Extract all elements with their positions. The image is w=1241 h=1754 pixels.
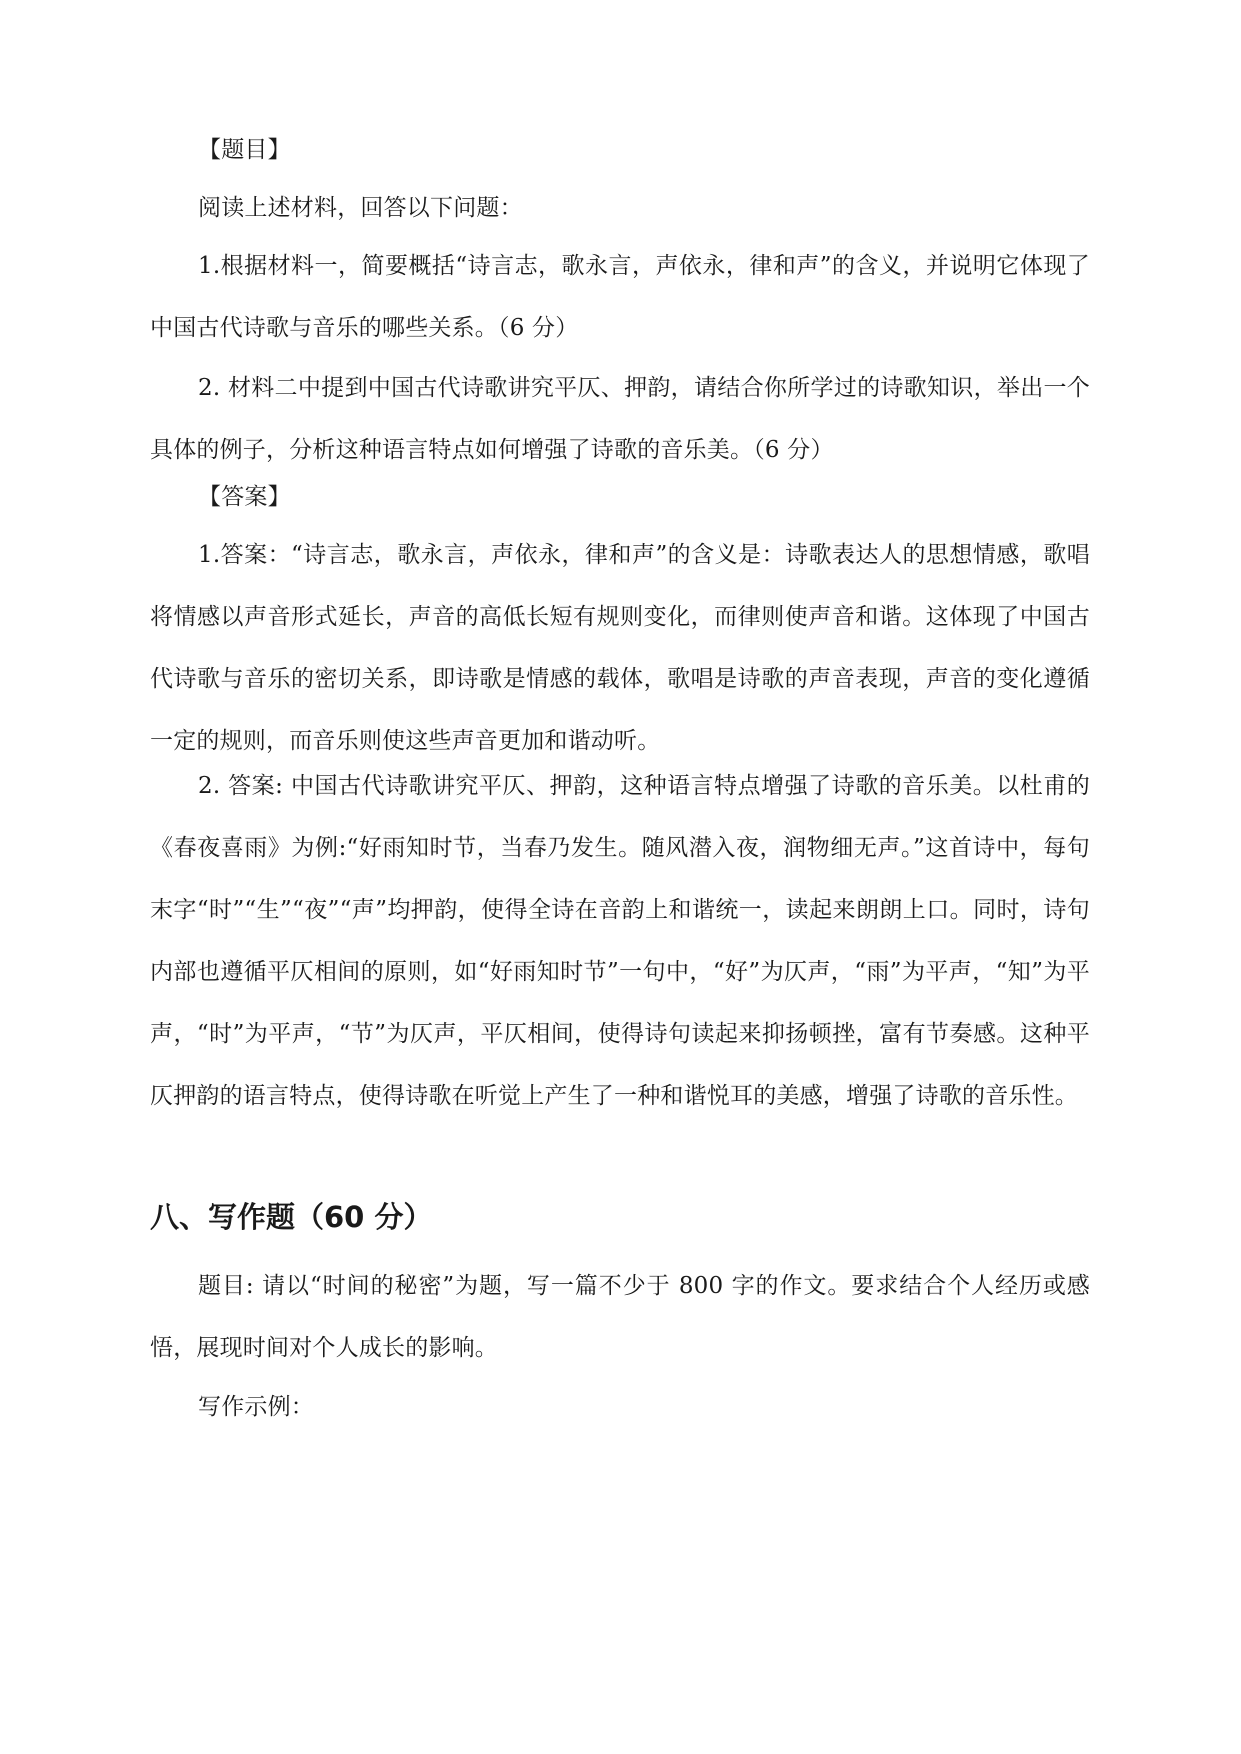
question-intro: 阅读上述材料，回答以下问题：	[198, 195, 523, 221]
writing-example-label: 写作示例：	[198, 1394, 314, 1420]
question-label: 【题目】	[198, 137, 291, 163]
answer-1: 1.答案：“诗言志，歌永言，声依永，律和声”的含义是：诗歌表达人的思想情感，歌唱将情感以声音形式延长，声音的高低长短有规则变化，而律则使声音和谐。这体现了中国古代诗歌与音乐的密切关系，即诗歌是情感的载体，歌唱是诗歌的声音表现，声音的变化遵循一定的规则，而音乐则使这些声音更加和谐动听。	[150, 542, 1090, 754]
writing-prompt: 题目: 请以“时间的秘密”为题，写一篇不少于 800 字的作文。要求结合个人经历或感悟，展现时间对个人成长的影响。	[150, 1273, 1090, 1361]
answer-2: 2. 答案: 中国古代诗歌讲究平仄、押韵，这种语言特点增强了诗歌的音乐美。以杜甫的《春夜喜雨》为例:“好雨知时节，当春乃发生。随风潜入夜，润物细无声。”这首诗中，每句末字“时”“生”“夜”“声”均押韵，使得全诗在音韵上和谐统一，读起来朗朗上口。同时，诗句内部也遵循平仄相间的原则，如“好雨知时节”一句中，“好”为仄声，“雨”为平声，“知”为平声，“时”为平声，“节”为仄声，平仄相间，使得诗句读起来抑扬顿挫，富有节奏感。这种平仄押韵的语言特点，使得诗歌在听觉上产生了一种和谐悦耳的美感，增强了诗歌的音乐性。	[150, 773, 1090, 1109]
answer-label: 【答案】	[198, 484, 291, 510]
question-1: 1.根据材料一，简要概括“诗言志，歌永言，声依永，律和声”的含义，并说明它体现了中国古代诗歌与音乐的哪些关系。（6 分）	[150, 253, 1090, 341]
question-2: 2. 材料二中提到中国古代诗歌讲究平仄、押韵，请结合你所学过的诗歌知识，举出一个具体的例子，分析这种语言特点如何增强了诗歌的音乐美。（6 分）	[150, 375, 1090, 463]
writing-section-heading: 八、写作题（60 分）	[150, 1200, 433, 1234]
